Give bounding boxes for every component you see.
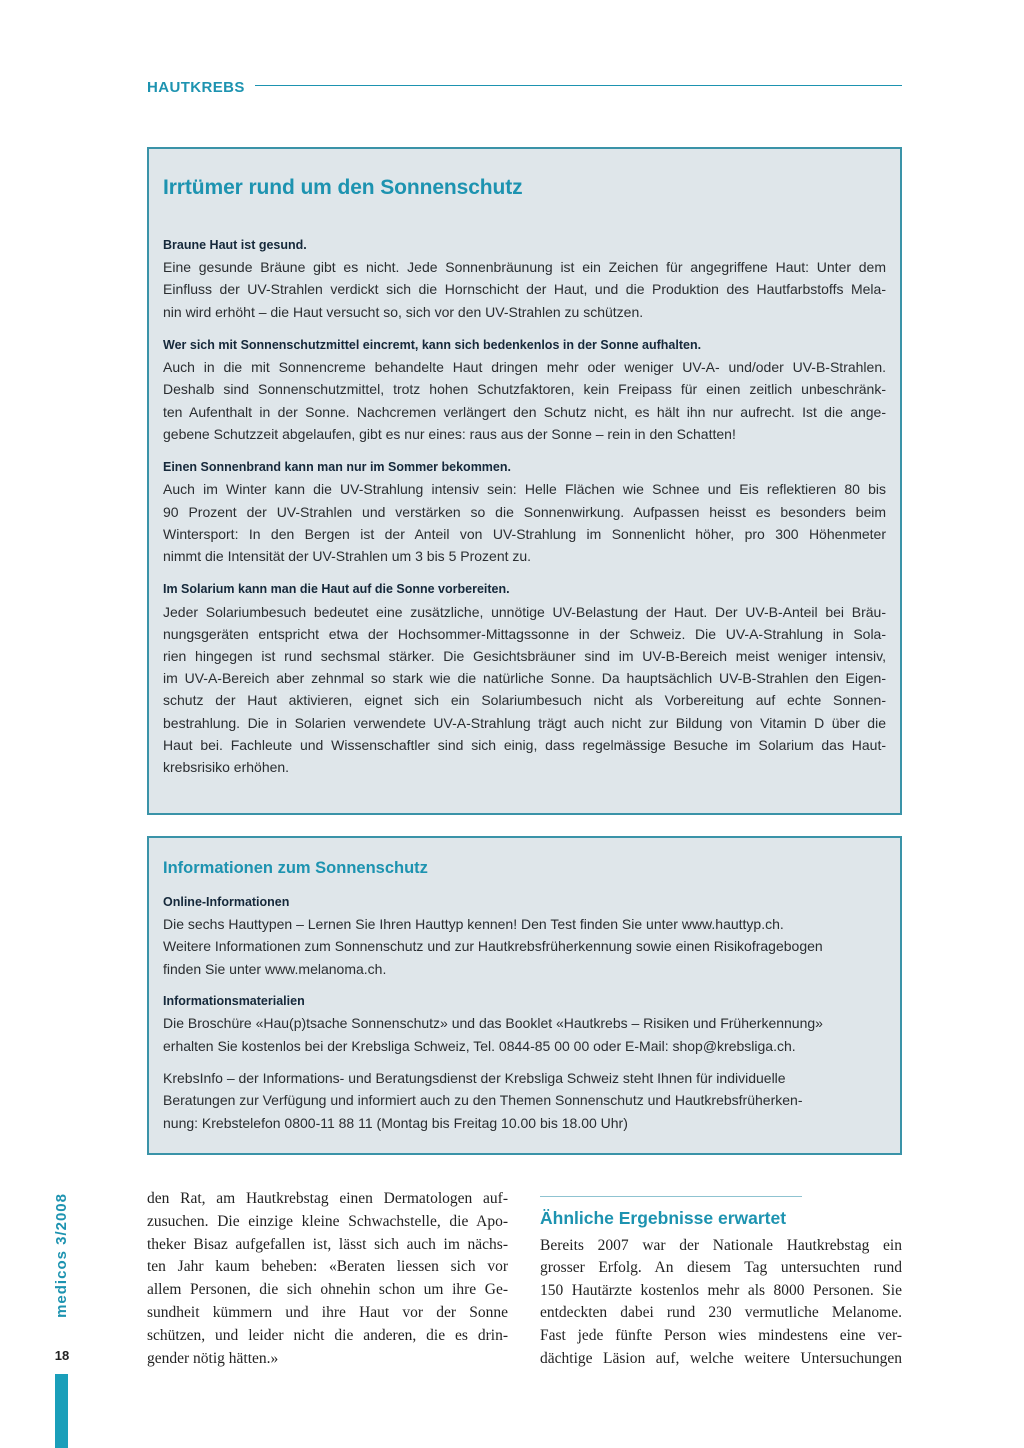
- text-line: sundheit kümmern und ihre Haut vor der Sonne: [147, 1303, 508, 1321]
- text-line: schutz der Haut aktivieren, eignet sich ein Solariumbesuch nicht als Vorbereitung auf echte Sonnen-: [163, 692, 886, 709]
- text-line: allem Personen, die sich ohnehin schon um ihre Ge-: [147, 1281, 508, 1299]
- text-line: Auch im Winter kann die UV-Strahlung intensiv sein: Helle Flächen wie Schnee und Eis reflektieren 80 bis: [163, 481, 886, 498]
- right-column-rule: [540, 1196, 802, 1197]
- myths-title: Irrtümer rund um den Sonnenschutz: [163, 176, 523, 199]
- text-line: Bereits 2007 war der Nationale Hautkrebstag ein: [540, 1236, 902, 1254]
- text-line: grosser Erfolg. An diesem Tag untersuchten rund: [540, 1259, 902, 1277]
- text-line: schützen, und leider nicht die anderen, die es drin-: [147, 1326, 508, 1344]
- text-line: theker Bisaz aufgefallen ist, lässt sich auch im nächs-: [147, 1235, 508, 1253]
- text-line: Wintersport: In den Bergen ist der Anteil von UV-Strahlung im Sonnenlicht höher, pro 300 Höhenmeter: [163, 525, 886, 542]
- text-line: Auch in die mit Sonnencreme behandelte Haut dringen mehr oder weniger UV-A- und/oder UV-B-Strahlen.: [163, 359, 886, 376]
- text-line: nimmt die Intensität der UV-Strahlen um 3 bis 5 Prozent zu.: [163, 548, 532, 565]
- page-number: 18: [54, 1348, 70, 1363]
- info-subheading: Informationsmaterialien: [163, 994, 305, 1009]
- text-line: Eine gesunde Bräune gibt es nicht. Jede Sonnenbräunung ist ein Zeichen für angegriffene Haut: Unter dem: [163, 259, 886, 276]
- myth-item: [163, 456, 886, 567]
- text-line: Weitere Informationen zum Sonnenschutz und zur Hautkrebsfrüherkennung sowie einen Risikofragebogen: [163, 938, 823, 955]
- text-line: den Rat, am Hautkrebstag einen Dermatologen auf-: [147, 1190, 508, 1207]
- krebsinfo-paragraph: [163, 1067, 886, 1134]
- text-line: finden Sie unter www.melanoma.ch.: [163, 960, 387, 977]
- text-line: Haut bei. Fachleute und Wissenschaftler sind sich einig, dass regelmässige Besuche im Solarium das Haut-: [163, 736, 886, 753]
- text-line: 90 Prozent der UV-Strahlen und verstärken so die Sonnenwirkung. Aufpassen heisst es besonders beim: [163, 503, 886, 520]
- journal-issue-label: medicos 3/2008: [53, 1193, 70, 1318]
- text-line: bestrahlung. Die in Solarien verwendete UV-A-Strahlung trägt auch nicht zur Bildung von Vitamin D über die: [163, 714, 886, 731]
- text-line: Die sechs Hauttypen – Lernen Sie Ihren Hauttyp kennen! Den Test finden Sie unter www.hauttyp.ch.: [163, 916, 784, 933]
- text-line: dächtige Läsion auf, welche weitere Untersuchungen: [540, 1349, 902, 1367]
- text-line: nungsgeräten entspricht etwa der Hochsommer-Mittagssonne in der Schweiz. Die UV-A-Strahlung in Sola-: [163, 625, 886, 642]
- myth-item: [163, 334, 886, 445]
- text-line: ten Aufenthalt in der Sonne. Nachcremen verlängert den Schutz nicht, es hält ihn nur aufrecht. Ist die ange-: [163, 403, 886, 420]
- info-section: [163, 891, 886, 980]
- text-line: Einfluss der UV-Strahlen verdickt sich die Hornschicht der Haut, und die Produktion des Hautfarbstoffs Mela-: [163, 281, 886, 298]
- myths-box: [147, 147, 902, 815]
- section-rule: [255, 85, 902, 86]
- myth-item: [163, 578, 886, 778]
- text-line: Jeder Solariumbesuch bedeutet eine zusätzliche, unnötige UV-Belastung der Haut. Der UV-B-Anteil bei Bräu-: [163, 603, 886, 620]
- info-box: [147, 836, 902, 1155]
- text-line: zusuchen. Die einzige kleine Schwachstelle, die Apo-: [147, 1212, 508, 1230]
- article-subheading: Ähnliche Ergebnisse erwartet: [540, 1208, 787, 1228]
- section-label: HAUTKREBS: [147, 79, 245, 96]
- myth-item: [163, 234, 886, 323]
- text-line: gender nötig hätten.»: [147, 1349, 279, 1367]
- myth-heading: Braune Haut ist gesund.: [163, 238, 307, 252]
- text-line: krebsrisiko erhöhen.: [163, 759, 290, 776]
- myth-heading: Wer sich mit Sonnenschutzmittel eincremt, kann sich bedenkenlos in der Sonne aufhalten.: [163, 338, 702, 352]
- page-edge-bar: [55, 1374, 68, 1448]
- text-line: gebene Schutzzeit abgelaufen, gibt es nur eines: raus aus der Sonne – rein in den Schatten!: [163, 425, 736, 442]
- text-line: entdeckten dabei rund 230 vermutliche Melanome.: [540, 1304, 902, 1322]
- text-line: KrebsInfo – der Informations- und Beratungsdienst der Krebsliga Schweiz steht Ihnen für individuelle: [163, 1070, 786, 1087]
- text-line: nung: Krebstelefon 0800-11 88 11 (Montag bis Freitag 10.00 bis 18.00 Uhr): [163, 1114, 628, 1131]
- info-title: Informationen zum Sonnenschutz: [163, 859, 428, 877]
- text-line: Die Broschüre «Hau(p)tsache Sonnenschutz» und das Booklet «Hautkrebs – Risiken und Früherkennung»: [163, 1015, 823, 1032]
- text-line: nin wird erhöht – die Haut versucht so, sich vor den UV-Strahlen zu schützen.: [163, 303, 644, 320]
- myth-heading: Im Solarium kann man die Haut auf die Sonne vorbereiten.: [163, 582, 510, 597]
- article-right-column: [540, 1235, 902, 1371]
- info-subheading: Online-Informationen: [163, 895, 290, 909]
- text-line: Fast jede fünfte Person wies mindestens eine ver-: [540, 1327, 902, 1345]
- text-line: rien hingegen ist rund sechsmal stärker. Die Gesichtsbräuner sind im UV-B-Bereich meist weniger intensiv,: [163, 648, 886, 665]
- article-left-column: [147, 1188, 508, 1370]
- myth-heading: Einen Sonnenbrand kann man nur im Sommer bekommen.: [163, 460, 511, 475]
- text-line: Beratungen zur Verfügung und informiert auch zu den Themen Sonnenschutz und Hautkrebsfrüherken-: [163, 1092, 803, 1109]
- text-line: 150 Hautärzte kostenlos mehr als 8000 Personen. Sie: [540, 1281, 902, 1299]
- info-section: [163, 990, 886, 1057]
- text-line: im UV-A-Bereich aber zehnmal so stark wie die natürliche Sonne. Da hauptsächlich UV-B-Strahlen den Eigen-: [163, 670, 886, 687]
- text-line: Deshalb sind Sonnenschutzmittel, trotz hohen Schutzfaktoren, kein Freipass für einen zeitlich unbeschränk-: [163, 381, 886, 398]
- text-line: ten Jahr kaum beheben: «Beraten liessen sich vor: [147, 1258, 508, 1276]
- text-line: erhalten Sie kostenlos bei der Krebsliga Schweiz, Tel. 0844-85 00 00 oder E-Mail: shop@krebsliga.ch.: [163, 1037, 796, 1054]
